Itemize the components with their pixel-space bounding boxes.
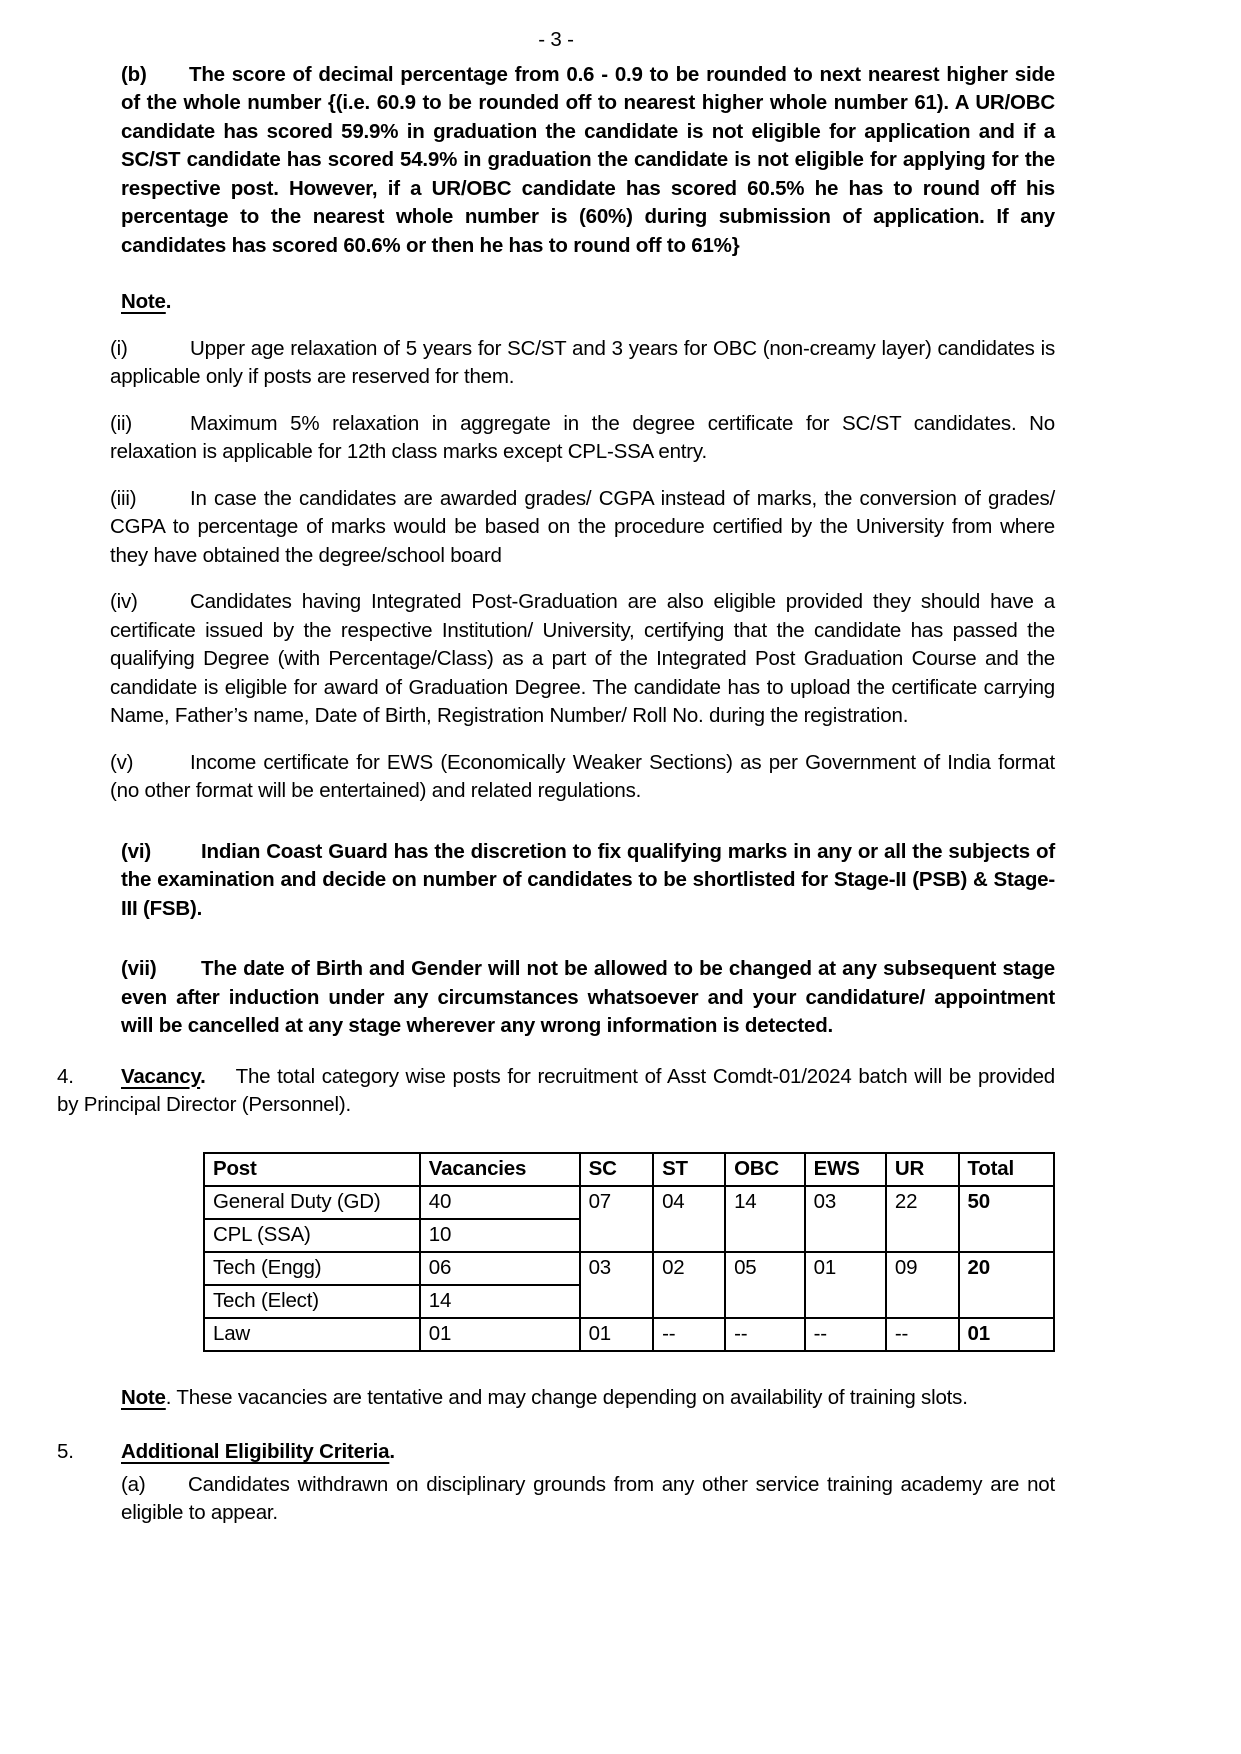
table-cell-vacancies: 10	[420, 1219, 580, 1252]
table-cell-total: 01	[959, 1318, 1055, 1351]
table-cell-obc: --	[725, 1318, 805, 1351]
vacancy-table-header-total: Total	[959, 1153, 1055, 1186]
table-cell-vacancies: 40	[420, 1186, 580, 1219]
note-heading-period: .	[165, 290, 172, 313]
table-cell-st: 04	[653, 1186, 725, 1252]
table-cell-obc: 05	[725, 1252, 805, 1318]
section-5-title-period: .	[389, 1440, 395, 1463]
table-cell-ur: --	[886, 1318, 959, 1351]
note-item-label: (vii)	[121, 957, 157, 980]
section-5-heading	[57, 1438, 1055, 1467]
note-item-label: (iv)	[110, 590, 138, 613]
note-item-text: Income certificate for EWS (Economically Weaker Sections) as per Government of India format (no other format will be entertained) and related regulations.	[110, 750, 1055, 802]
section-4-text: The total category wise posts for recruitment of Asst Comdt-01/2024 batch will be provided by Principal Director (Personnel).	[57, 1064, 1055, 1116]
notes-list	[57, 335, 1055, 1041]
table-cell-total: 50	[959, 1186, 1055, 1252]
section-4-number: 4.	[57, 1064, 74, 1088]
note-item-vii	[121, 955, 1055, 1041]
table-cell-ur: 22	[886, 1186, 959, 1252]
note-item-label: (ii)	[110, 411, 132, 435]
note-item-v	[110, 749, 1055, 806]
table-cell-ur: 09	[886, 1252, 959, 1318]
table-cell-sc: 07	[580, 1186, 653, 1252]
table-note	[121, 1384, 1055, 1413]
note-item-vi	[121, 838, 1055, 924]
section-4-paragraph	[57, 1063, 1055, 1120]
section-4-title-period: .	[200, 1064, 206, 1088]
vacancy-table-header-obc: OBC	[725, 1153, 805, 1186]
table-row	[204, 1318, 1054, 1351]
table-cell-total: 20	[959, 1252, 1055, 1318]
table-row	[204, 1186, 1054, 1219]
vacancy-table-header-ur: UR	[886, 1153, 959, 1186]
note-item-text: The date of Birth and Gender will not be allowed to be changed at any subsequent stage even after induction under any circumstances whatsoever and your candidature/ appointment will be cancelled at any stage wherever any wrong information is detected.	[121, 957, 1055, 1037]
vacancy-table-header-post: Post	[204, 1153, 420, 1186]
table-cell-vacancies: 14	[420, 1285, 580, 1318]
page-number: - 3 -	[538, 28, 574, 51]
note-item-ii	[110, 410, 1055, 467]
para-b-text: The score of decimal percentage from 0.6 - 0.9 to be rounded to next nearest higher side of the whole number {(i.e. 60.9 to be rounded off to nearest higher whole number 61). A UR/OBC candidate has scored 59.9% in graduation the candidate is not eligible for application and if a SC/ST candidate has scored 54.9% in graduation the candidate is not eligible for applying for the respective post. However, if a UR/OBC candidate has scored 60.5% he has to round off his percentage to the nearest whole number is (60%) during submission of application. If any candidates has scored 60.6% or then he has to round off to 61%}	[121, 62, 1055, 257]
note-item-label: (vi)	[121, 839, 151, 863]
table-note-suffix: .	[165, 1385, 177, 1409]
table-cell-obc: 14	[725, 1186, 805, 1252]
table-cell-st: --	[653, 1318, 725, 1351]
note-item-text: Candidates having Integrated Post-Graduation are also eligible provided they should have a certificate issued by the respective Institution/ University, certifying that the candidate has passed the qualifying Degree (with Percentage/Class) as a part of the Integrated Post Graduation Course and the candidate is eligible for award of Graduation Degree. The candidate has to upload the certificate carrying Name, Father’s name, Date of Birth, Registration Number/ Roll No. during the registration.	[110, 590, 1055, 727]
note-heading-title: Note	[121, 290, 166, 313]
vacancy-table-header-vacancies: Vacancies	[420, 1153, 580, 1186]
section-5-number: 5.	[57, 1440, 74, 1463]
table-cell-sc: 03	[580, 1252, 653, 1318]
note-item-label: (i)	[110, 336, 128, 360]
vacancy-table-header-st: ST	[653, 1153, 725, 1186]
note-item-text: In case the candidates are awarded grades/ CGPA instead of marks, the conversion of grades/ CGPA to percentage of marks would be based on the procedure certified by the University from where they have obtained the degree/school board	[110, 486, 1055, 567]
section-5-title: Additional Eligibility Criteria	[121, 1440, 390, 1463]
note-item-label: (iii)	[110, 486, 137, 510]
table-cell-post: Tech (Elect)	[204, 1285, 420, 1318]
note-item-iii	[110, 485, 1055, 571]
table-cell-ews: 01	[805, 1252, 886, 1318]
vacancy-table	[203, 1152, 1055, 1352]
note-item-i	[110, 335, 1055, 392]
table-cell-vacancies: 06	[420, 1252, 580, 1285]
note-heading	[121, 288, 1055, 317]
vacancy-table-header-row	[204, 1153, 1054, 1186]
table-row	[204, 1252, 1054, 1285]
table-cell-st: 02	[653, 1252, 725, 1318]
item-a-label: (a)	[121, 1472, 146, 1496]
para-b	[121, 61, 1055, 261]
table-cell-ews: 03	[805, 1186, 886, 1252]
table-cell-sc: 01	[580, 1318, 653, 1351]
note-item-label: (v)	[110, 750, 134, 774]
vacancy-table-header-ews: EWS	[805, 1153, 886, 1186]
item-a-text: Candidates withdrawn on disciplinary grounds from any other service training academy are not eligible to appear.	[121, 1472, 1055, 1524]
table-cell-post: CPL (SSA)	[204, 1219, 420, 1252]
note-item-text: Upper age relaxation of 5 years for SC/ST and 3 years for OBC (non-creamy layer) candidates is applicable only if posts are reserved for them.	[110, 336, 1055, 388]
section-5-item-a	[121, 1471, 1055, 1528]
table-cell-post: General Duty (GD)	[204, 1186, 420, 1219]
section-4-title: Vacancy	[121, 1064, 201, 1088]
note-item-text: Maximum 5% relaxation in aggregate in the degree certificate for SC/ST candidates. No relaxation is applicable for 12th class marks except CPL-SSA entry.	[110, 411, 1055, 463]
para-b-label: (b)	[121, 62, 147, 86]
table-cell-ews: --	[805, 1318, 886, 1351]
note-item-iv	[110, 588, 1055, 731]
table-cell-post: Law	[204, 1318, 420, 1351]
table-cell-vacancies: 01	[420, 1318, 580, 1351]
note-item-text: Indian Coast Guard has the discretion to fix qualifying marks in any or all the subjects of the examination and decide on number of candidates to be shortlisted for Stage-II (PSB) & Stage-III (FSB).	[121, 839, 1055, 920]
table-note-title: Note	[121, 1385, 166, 1409]
table-note-text: These vacancies are tentative and may change depending on availability of training slots.	[176, 1385, 968, 1409]
vacancy-table-header-sc: SC	[580, 1153, 653, 1186]
table-cell-post: Tech (Engg)	[204, 1252, 420, 1285]
